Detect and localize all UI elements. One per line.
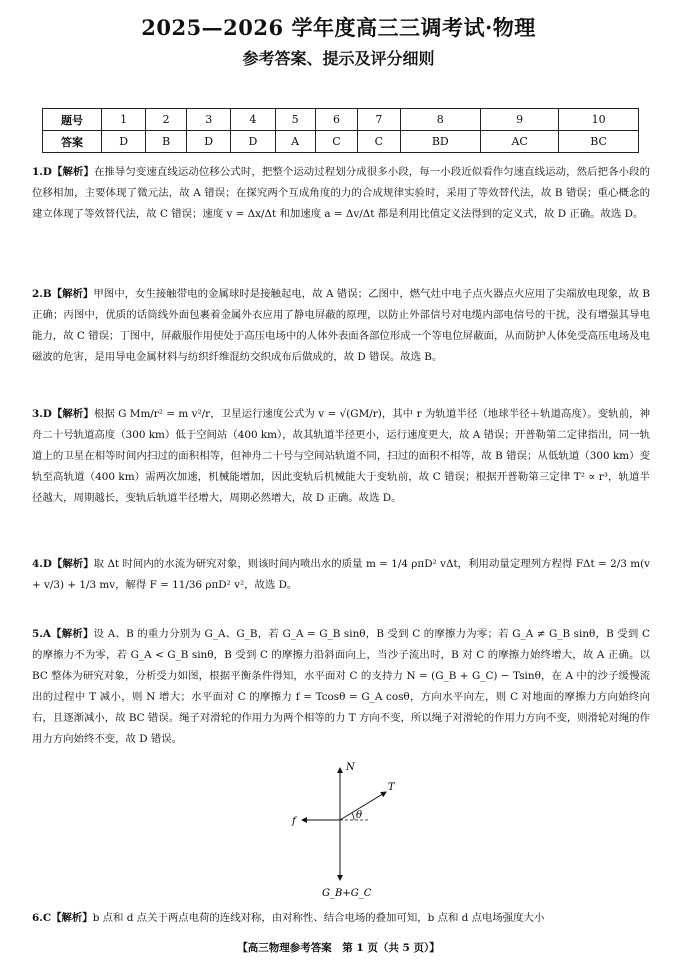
tension-arrow xyxy=(340,792,386,820)
answer-cell: B xyxy=(146,131,187,153)
row-label-number: 题号 xyxy=(43,109,102,131)
label-f: f xyxy=(292,816,296,827)
theta-angle-arc xyxy=(352,813,354,820)
analysis-tag: 【解析】 xyxy=(51,166,94,178)
explanation-q6 xyxy=(32,908,650,929)
label-gravity: G_B+G_C xyxy=(322,888,372,899)
answer-cell: AC xyxy=(481,131,559,153)
question-answer-label: 2.B xyxy=(32,288,52,300)
answer-table-answer-row xyxy=(43,131,639,153)
answer-cell: D xyxy=(102,131,146,153)
question-answer-label: 3.D xyxy=(32,408,52,420)
question-number: 5 xyxy=(275,109,315,131)
force-diagram xyxy=(290,760,410,900)
explanation-text: 取 Δt 时间内的水流为研究对象，则该时间内喷出水的质量 m = 1/4 ρπD² vΔt，利用动量定理列方程得 FΔt = 2/3 m(v + v/3) + 1/3 mv，解得 F = 11/36 ρπD² v²，故选 D。 xyxy=(32,558,650,591)
question-answer-label: 5.A xyxy=(32,628,51,640)
analysis-tag: 【解析】 xyxy=(51,408,94,420)
explanation-q2 xyxy=(32,284,650,368)
question-number: 2 xyxy=(146,109,187,131)
question-number: 10 xyxy=(559,109,639,131)
question-number: 4 xyxy=(231,109,275,131)
explanation-text: 设 A、B 的重力分别为 G_A、G_B，若 G_A = G_B sinθ，B 受到 C 的摩擦力为零；若 G_A ≠ G_B sinθ，B 受到 C 的摩擦力不为零，若 G_A < G_B sinθ，B 受到 C 的摩擦力沿斜面向上，当沙子流出时，B 对 C 的摩擦力始终增大，故 A 正确。以 BC 整体为研究对象，分析受力如图，根据平衡条件得知，水平面对 C 的支持力 N = (G_B + G_C) − Tsinθ，在 A 中的沙子缓慢流出的过程中 T 减小，则 N 增大；水平面对 C 的摩擦力 f = Tcosθ = G_A cosθ，方向水平向左，则 C 对地面的摩擦力方向始终向右，且逐渐减小，故 BC 错误。绳子对滑轮的作用力为两个相等的力 T 方向不变，所以绳子对滑轮的作用力方向不变，则滑轮对绳的作用力方向始终不变，故 D 错误。 xyxy=(32,628,650,745)
question-number: 1 xyxy=(102,109,146,131)
explanation-text: 甲图中，女生接触带电的金属球时是接触起电，故 A 错误；乙图中，燃气灶中电子点火器点火应用了尖端放电现象，故 B 正确；丙图中，优质的话筒线外面包裹着金属外衣应用了静电屏蔽的原理，以防止外部信号对电缆内部电信号的干扰，没有增强其导电能力，故 C 错误；丁图中，屏蔽服作用使处于高压电场中的人体外表面各部位形成一个等电位屏蔽面，从而防护人体免受高压电场及电磁波的危害，是用导电金属材料与纺织纤维混纺交织成布后做成的，故 D 错误。故选 B。 xyxy=(32,288,650,363)
answer-cell: BD xyxy=(400,131,481,153)
answer-cell: BC xyxy=(559,131,639,153)
page-title: 2025—2026 学年度高三三调考试·物理 xyxy=(141,15,536,40)
explanation-q4 xyxy=(32,554,650,596)
question-number: 9 xyxy=(481,109,559,131)
label-n: N xyxy=(346,762,355,773)
explanation-text: 在推导匀变速直线运动位移公式时，把整个运动过程划分成很多小段，每一小段近似看作匀速直线运动，然后把各小段的位移相加，主要体现了微元法，故 A 错误；在探究两个互成角度的力的合成规律实验时，采用了等效替代法，故 B 错误；重心概念的建立体现了等效替代法，故 C 错误；速度 v = Δx/Δt 和加速度 a = Δv/Δt 都是利用比值定义法得到的定义式，故 D 正确。故选 D。 xyxy=(32,166,650,220)
analysis-tag: 【解析】 xyxy=(51,912,93,924)
question-number: 6 xyxy=(315,109,357,131)
label-theta: θ xyxy=(356,810,363,821)
row-label-answer: 答案 xyxy=(43,131,102,153)
question-number: 8 xyxy=(400,109,481,131)
analysis-tag: 【解析】 xyxy=(50,628,94,640)
explanation-text: 根据 G Mm/r² = m v²/r，卫星运行速度公式为 v = √(GM/r)，其中 r 为轨道半径（地球半径＋轨道高度）。变轨前，神舟二十号轨道高度（300 km）低于空间站（400 km），故其轨道半径更小，运行速度更大，故 A 错误；开普勒第二定律指出，同一轨道上的卫星在相等时间内扫过的面积相等，但神舟二十号与空间站轨道不同，扫过的面积不相等，故 B 错误；从低轨道（300 km）变轨至高轨道（400 km）需两次加速，机械能增加，因此变轨后机械能大于变轨前，故 C 错误；根据开普勒第三定律 T² ∝ r³，轨道半径越大，周期越长，变轨后轨道半径增大，周期必然增大，故 D 正确。故选 D。 xyxy=(32,408,650,504)
explanation-q1 xyxy=(32,162,650,225)
question-number: 7 xyxy=(358,109,400,131)
answer-cell: C xyxy=(358,131,400,153)
explanation-q5 xyxy=(32,624,650,750)
answer-table-number-row xyxy=(43,109,639,131)
analysis-tag: 【解析】 xyxy=(51,288,94,300)
question-answer-label: 4.D xyxy=(32,558,52,570)
answer-cell: D xyxy=(231,131,275,153)
explanation-text: b 点和 d 点关于两点电荷的连线对称，由对称性、结合电场的叠加可知，b 点和 d 点电场强度大小 xyxy=(92,912,545,924)
label-t: T xyxy=(388,782,395,793)
page-footer: 【高三物理参考答案 第 1 页（共 5 页）】 xyxy=(237,942,440,954)
question-answer-label: 1.D xyxy=(32,166,52,178)
answer-table xyxy=(42,108,639,153)
question-answer-label: 6.C xyxy=(32,912,52,924)
answer-cell: C xyxy=(315,131,357,153)
answer-cell: D xyxy=(187,131,231,153)
explanation-q3 xyxy=(32,404,650,509)
page-subtitle: 参考答案、提示及评分细则 xyxy=(242,49,435,68)
answer-cell: A xyxy=(275,131,315,153)
analysis-tag: 【解析】 xyxy=(51,558,94,570)
question-number: 3 xyxy=(187,109,231,131)
